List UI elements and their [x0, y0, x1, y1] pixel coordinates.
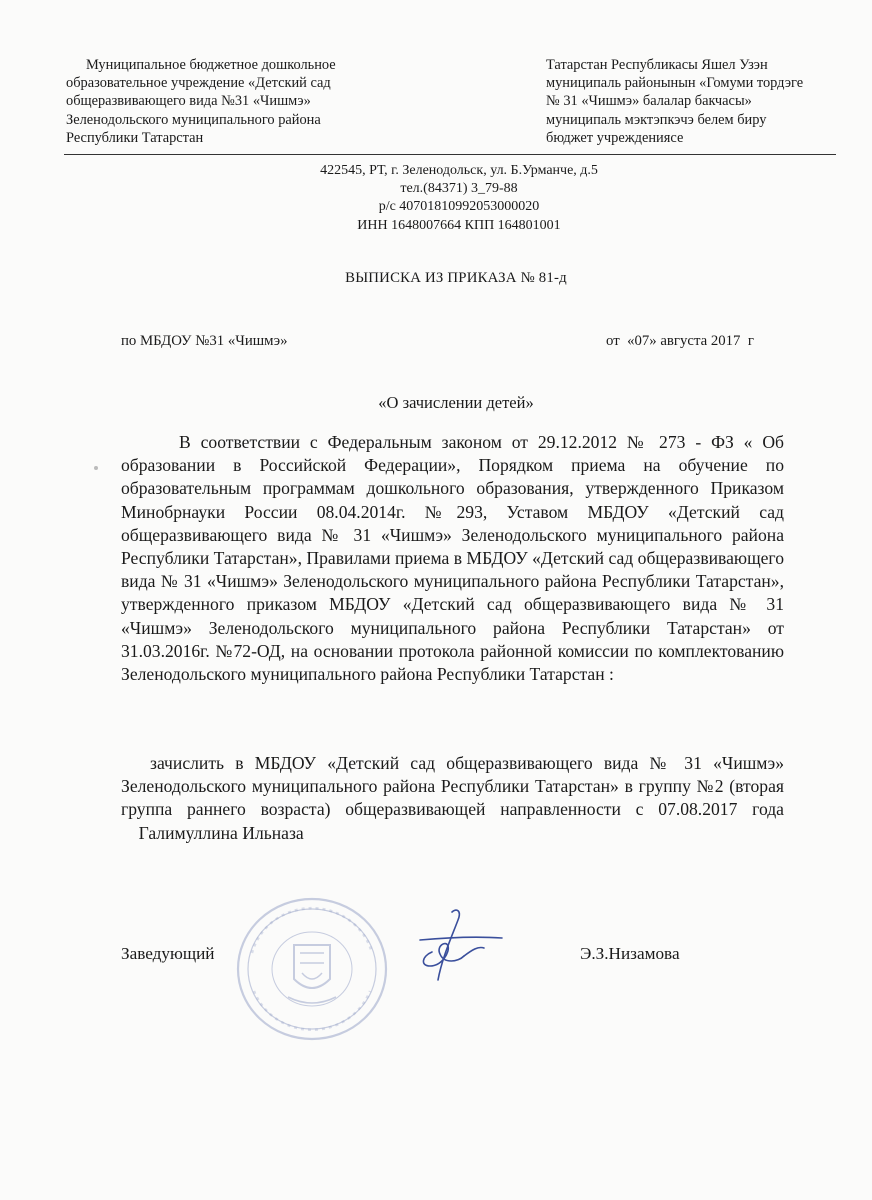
phone-line: тел.(84371) 3_79-88 [400, 181, 518, 197]
header-left-line: Муниципальное бюджетное дошкольное [86, 57, 336, 73]
issued-by: по МБДОУ №31 «Чишмэ» [121, 333, 288, 349]
order-subject: «О зачислении детей» [378, 393, 534, 412]
tax-ids-line: ИНН 1648007664 КПП 164801001 [357, 217, 561, 233]
order-body-paragraph: В соответствии с Федеральным законом от 29.12.2012 № 273 - ФЗ « Об образовании в Российской Федерации», Порядком приема на обучение по образовательным программам дошкольного образования, утвержденного Приказом Минобрнауки России 08.04.2014г. №293, Уставом МБДОУ «Детский сад общеразвивающего вида № 31 «Чишмэ» Зеленодольского муниципального района Республики Татарстан», Правилами приема в МБДОУ «Детский сад общеразвивающего вида № 31 «Чишмэ» Зеленодольского муниципального района Республики Татарстан», утвержденного приказом МБДОУ «Детский сад общеразвивающего вида № 31 «Чишмэ» Зеленодольского муниципального района Республики Татарстан» от 31.03.2016г. №72-ОД, на основании протокола районной комиссии по комплектованию Зеленодольского муниципального района Республики Татарстан : [121, 432, 784, 685]
header-org-tatar [546, 56, 846, 147]
official-seal-icon [232, 893, 392, 1045]
signatory-role: Заведующий [121, 944, 215, 963]
header-left-line: общеразвивающего вида №31 «Чишмэ» [66, 93, 311, 110]
header-left-line: Республики Татарстан [66, 129, 204, 146]
handwritten-signature-icon [412, 906, 508, 986]
scan-speck [94, 466, 98, 470]
resolution-paragraph [121, 752, 784, 845]
address-block [0, 162, 872, 235]
header-right-line: муниципаль районынын «Гомуми тордэге [546, 75, 804, 92]
signatory-name: Э.З.Низамова [580, 944, 680, 963]
header-divider [64, 154, 836, 155]
header-right-line: муниципаль мэктэпкэчэ белем биру [546, 111, 767, 128]
header-right-line: бюджет учреждениясе [546, 129, 684, 146]
order-date: от «07» августа 2017 г [606, 333, 754, 349]
resolution-text: зачислить в МБДОУ «Детский сад общеразвивающего вида № 31 «Чишмэ» Зеленодольского муниципального района Республики Татарстан» в группу №2 (вторая группа раннего возраста) общеразвивающей направленности с 07.08.2017 года [121, 753, 784, 820]
header-right-line: Татарстан Республикасы Яшел Узэн [546, 57, 768, 73]
child-name: Галимуллина Ильназа [121, 822, 304, 843]
account-line: р/с 40701810992053000020 [378, 199, 540, 215]
header-left-line: Зеленодольского муниципального района [66, 111, 321, 128]
header-right-line: № 31 «Чишмэ» балалар бакчасы» [546, 93, 752, 110]
address-line: 422545, РТ, г. Зеленодольск, ул. Б.Урманче, д.5 [320, 163, 598, 178]
header-left-line: образовательное учреждение «Детский сад [66, 75, 331, 92]
header-org-russian [66, 56, 396, 147]
document-title: ВЫПИСКА ИЗ ПРИКАЗА № 81-д [345, 270, 567, 286]
